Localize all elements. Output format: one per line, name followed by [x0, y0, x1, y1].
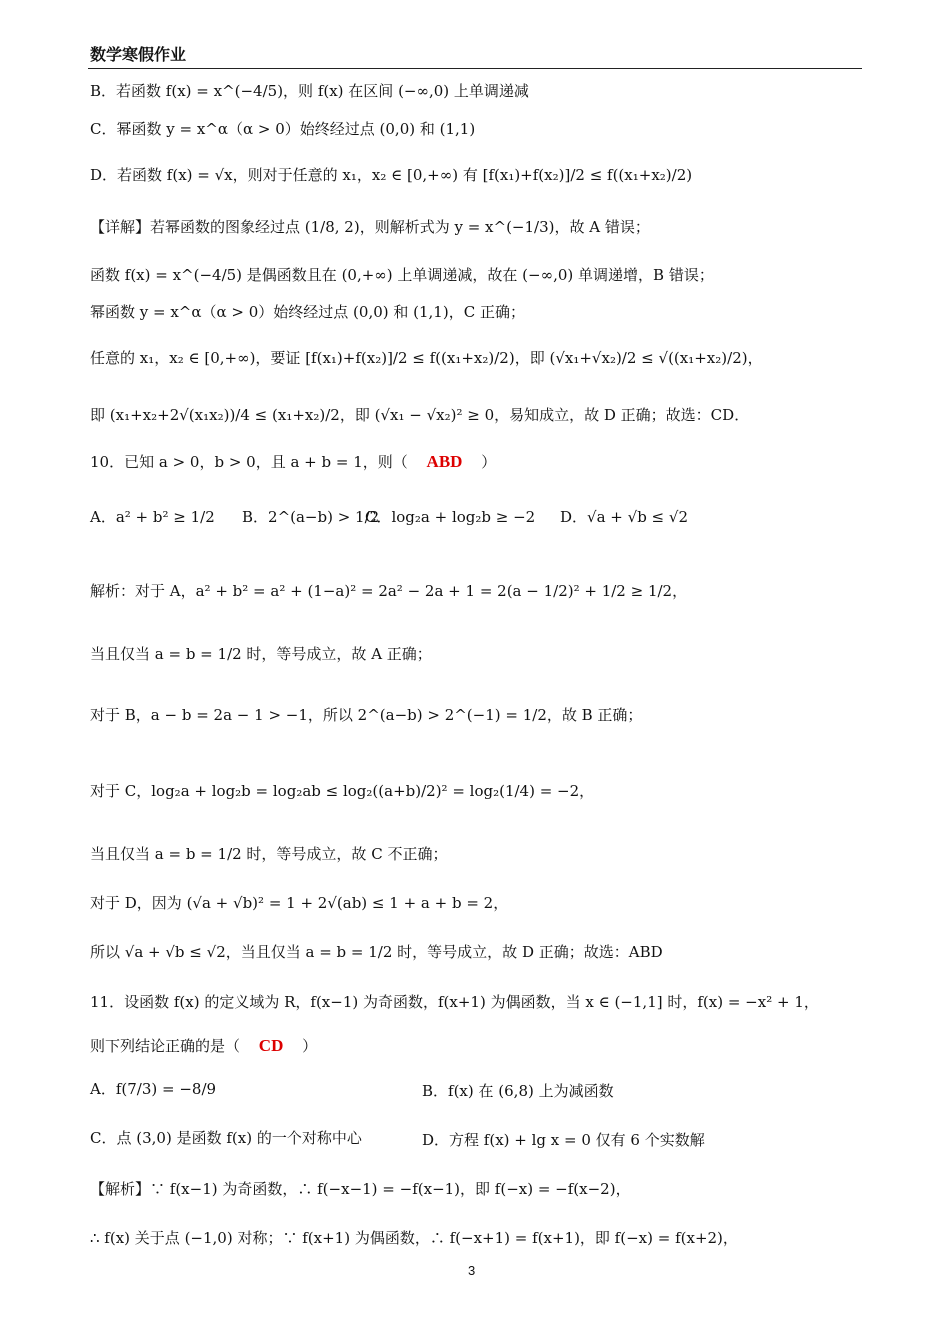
q11-answer: CD — [258, 1036, 284, 1055]
q11-option-b: B．f(x) 在 (6,8) 上为减函数 — [422, 1082, 614, 1100]
option-d-line: D．若函数 f(x) = √x，则对于任意的 x₁，x₂ ∈ [0,+∞) 有 [f(x₁)+f(x₂)]/2 ≤ f((x₁+x₂)/2) — [90, 166, 693, 184]
q10-option-c: C．log₂a + log₂b ≥ −2 — [365, 508, 536, 526]
q10-solution-b: 对于 B，a − b = 2a − 1 > −1，所以 2^(a−b) > 2^(−1) = 1/2，故 B 正确； — [90, 706, 643, 724]
q11-option-a: A．f(7/3) = −8/9 — [90, 1080, 217, 1098]
q10-solution-c-eq: 当且仅当 a = b = 1/2 时，等号成立，故 C 不正确； — [90, 845, 448, 863]
q10-option-a: A．a² + b² ≥ 1/2 — [90, 508, 215, 526]
q11-option-c: C．点 (3,0) 是函数 f(x) 的一个对称中心 — [90, 1129, 362, 1147]
q10-solution-c: 对于 C，log₂a + log₂b = log₂ab ≤ log₂((a+b)/2)² = log₂(1/4) = −2， — [90, 782, 595, 800]
header-rule — [88, 68, 862, 69]
solution-line-3: 幂函数 y = x^α（α > 0）始终经过点 (0,0) 和 (1,1)，C 正确； — [90, 303, 525, 321]
q11-option-d: D．方程 f(x) + lg x = 0 仅有 6 个实数解 — [422, 1131, 705, 1149]
solution-line-4: 任意的 x₁，x₂ ∈ [0,+∞)，要证 [f(x₁)+f(x₂)]/2 ≤ f((x₁+x₂)/2)，即 (√x₁+√x₂)/2 ≤ √((x₁+x₂)/2)， — [90, 349, 763, 367]
page-header-title: 数学寒假作业 — [90, 45, 187, 64]
q10-stem-end: ） — [481, 453, 497, 471]
q10-solution-a: 解析：对于 A，a² + b² = a² + (1−a)² = 2a² − 2a + 1 = 2(a − 1/2)² + 1/2 ≥ 1/2， — [90, 582, 688, 600]
option-b-line: B．若函数 f(x) = x^(−4/5)，则 f(x) 在区间 (−∞,0) 上单调递减 — [90, 82, 529, 100]
q10-stem — [90, 452, 496, 472]
solution-line-5: 即 (x₁+x₂+2√(x₁x₂))/4 ≤ (x₁+x₂)/2，即 (√x₁ − √x₂)² ≥ 0，易知成立，故 D 正确；故选：CD． — [90, 406, 750, 424]
q11-stem-line-2 — [90, 1036, 317, 1056]
page-number: 3 — [468, 1263, 476, 1278]
q11-solution-1: 【解析】∵ f(x−1) 为奇函数，∴ f(−x−1) = −f(x−1)，即 f(−x) = −f(x−2)， — [90, 1180, 631, 1198]
q11-stem-line-1: 11．设函数 f(x) 的定义域为 R，f(x−1) 为奇函数，f(x+1) 为偶函数，当 x ∈ (−1,1] 时，f(x) = −x² + 1， — [90, 993, 819, 1011]
option-c-line: C．幂函数 y = x^α（α > 0）始终经过点 (0,0) 和 (1,1) — [90, 120, 476, 138]
q10-solution-d: 对于 D，因为 (√a + √b)² = 1 + 2√(ab) ≤ 1 + a + b = 2， — [90, 894, 509, 912]
q10-option-b: B．2^(a−b) > 1/2 — [242, 508, 380, 526]
q10-option-d: D．√a + √b ≤ √2 — [560, 508, 688, 526]
q10-stem-text: 10．已知 a > 0，b > 0，且 a + b = 1，则（ — [90, 453, 408, 471]
solution-line-1: 【详解】若幂函数的图象经过点 (1/8, 2)，则解析式为 y = x^(−1/3)，故 A 错误； — [90, 218, 650, 236]
q11-stem-end: ） — [302, 1037, 318, 1055]
q10-solution-d-end: 所以 √a + √b ≤ √2，当且仅当 a = b = 1/2 时，等号成立，故 D 正确；故选：ABD — [90, 943, 663, 961]
q10-solution-a-eq: 当且仅当 a = b = 1/2 时，等号成立，故 A 正确； — [90, 645, 432, 663]
q10-answer: ABD — [426, 452, 463, 471]
q11-stem-text: 则下列结论正确的是（ — [90, 1037, 241, 1055]
q11-solution-2: ∴ f(x) 关于点 (−1,0) 对称；∵ f(x+1) 为偶函数，∴ f(−x+1) = f(x+1)，即 f(−x) = f(x+2)， — [90, 1229, 738, 1247]
solution-line-2: 函数 f(x) = x^(−4/5) 是偶函数且在 (0,+∞) 上单调递减，故在 (−∞,0) 单调递增，B 错误； — [90, 266, 714, 284]
